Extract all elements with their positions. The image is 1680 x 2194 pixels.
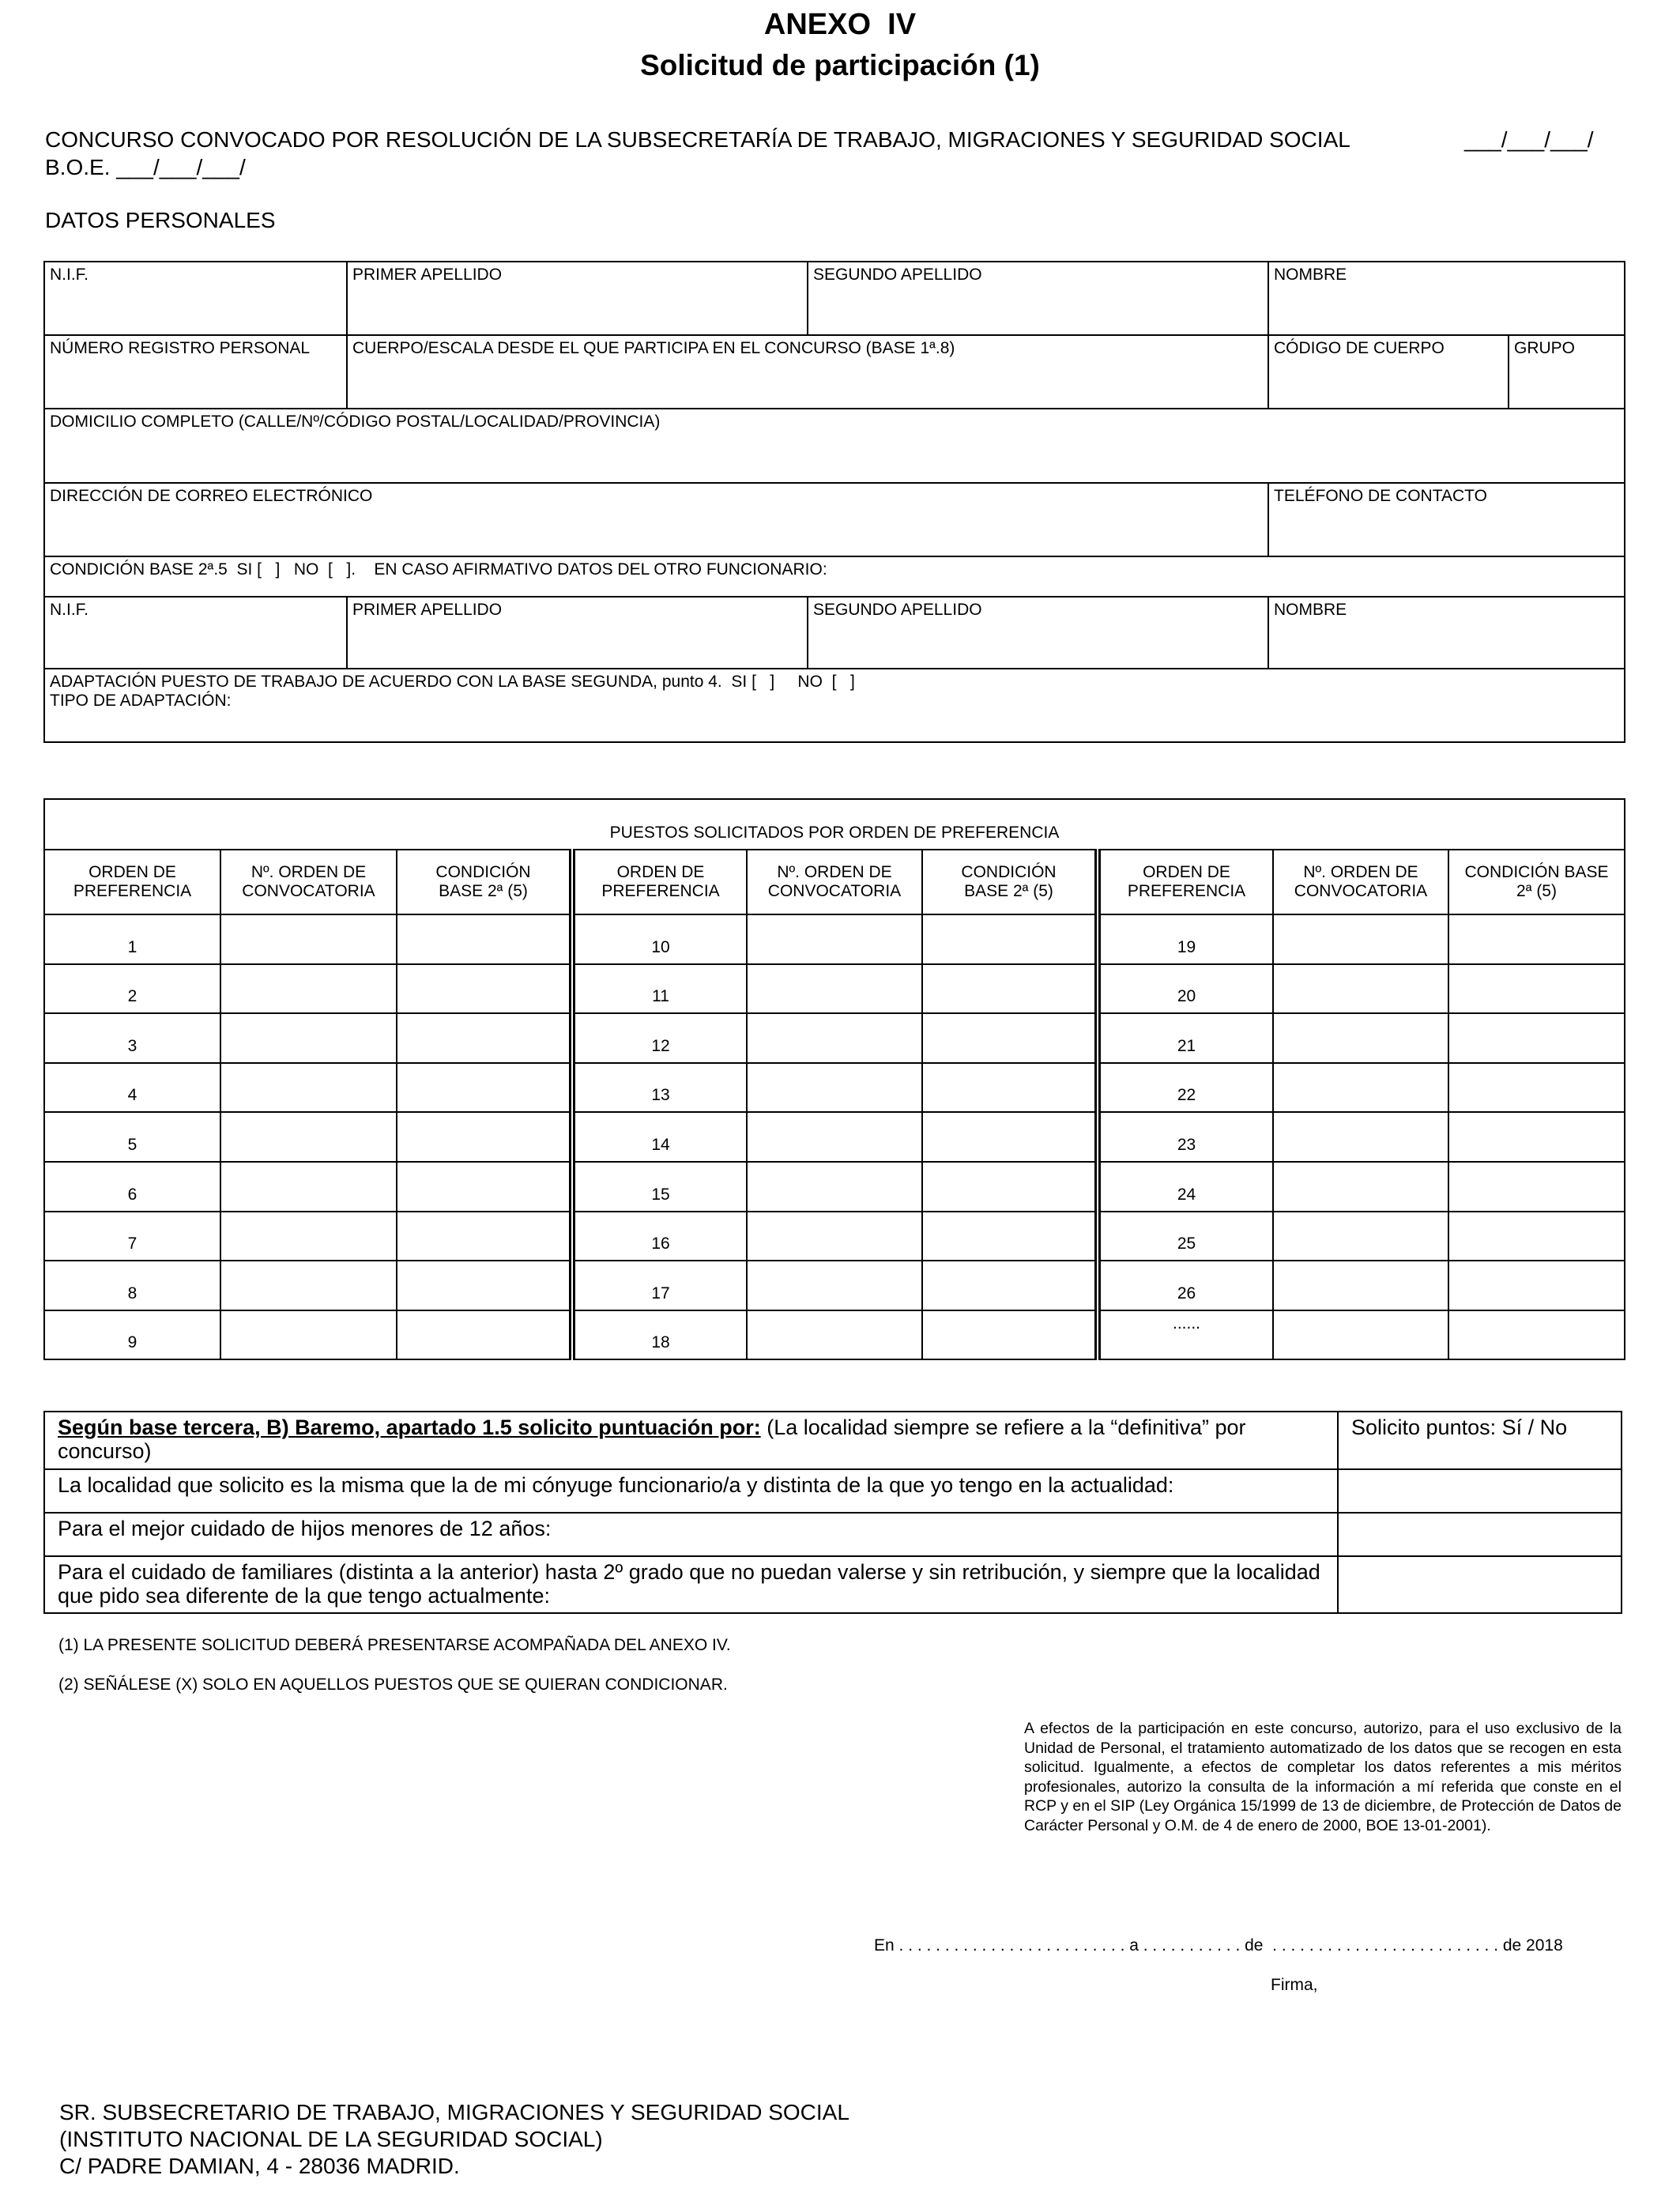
primer-apellido-label: PRIMER APELLIDO — [352, 266, 503, 284]
puestos-title: PUESTOS SOLICITADOS POR ORDEN DE PREFERENCIA — [44, 799, 1625, 850]
orden-convocatoria-input[interactable] — [747, 1063, 922, 1113]
correo-field[interactable] — [44, 483, 1268, 556]
primer-apellido-otro-field[interactable] — [347, 597, 808, 669]
orden-convocatoria-input[interactable] — [747, 1013, 922, 1063]
condicion-base-input[interactable] — [397, 914, 572, 964]
condicion-base-input[interactable] — [397, 1063, 572, 1113]
nombre-label: NOMBRE — [1274, 266, 1347, 284]
segundo-apellido-otro-field[interactable] — [808, 597, 1268, 669]
orden-convocatoria-header: Nº. ORDEN DE CONVOCATORIA — [747, 850, 922, 914]
orden-convocatoria-input[interactable] — [220, 1162, 397, 1212]
puestos-row — [44, 1112, 1625, 1162]
orden-preferencia-cell: 14 — [572, 1112, 747, 1162]
baremo-table — [43, 1411, 1622, 1614]
condicion-base-input[interactable] — [1448, 1112, 1625, 1162]
baremo-hijos-label: Para el mejor cuidado de hijos menores de 12 años: — [44, 1513, 1338, 1556]
orden-preferencia-cell: 8 — [44, 1261, 220, 1310]
orden-preferencia-cell: 13 — [572, 1063, 747, 1113]
condicion-base-input[interactable] — [1448, 914, 1625, 964]
segundo-apellido-field[interactable] — [808, 262, 1268, 335]
grupo-field[interactable] — [1509, 335, 1625, 409]
note-2: (2) SEÑÁLESE (X) SOLO EN AQUELLOS PUESTOS QUE SE QUIERAN CONDICIONAR. — [58, 1676, 728, 1694]
orden-preferencia-cell: 19 — [1098, 914, 1273, 964]
addressee-line-1: SR. SUBSECRETARIO DE TRABAJO, MIGRACIONES Y SEGURIDAD SOCIAL — [59, 2100, 849, 2124]
baremo-conyuge-label: La localidad que solicito es la misma que la de mi cónyuge funcionario/a y distinta de la que yo tengo en la actualidad: — [44, 1469, 1338, 1513]
baremo-familiares-input[interactable] — [1338, 1556, 1622, 1613]
orden-convocatoria-input[interactable] — [220, 1212, 397, 1261]
orden-convocatoria-input[interactable] — [220, 1261, 397, 1310]
condicion-base-input[interactable] — [397, 1212, 572, 1261]
domicilio-label: DOMICILIO COMPLETO (CALLE/Nº/CÓDIGO POSTAL/LOCALIDAD/PROVINCIA) — [50, 413, 661, 431]
orden-preferencia-cell: 21 — [1098, 1013, 1273, 1063]
condicion-base-input[interactable] — [1448, 1013, 1625, 1063]
codigo-cuerpo-label: CÓDIGO DE CUERPO — [1274, 339, 1445, 357]
condicion-base-input[interactable] — [922, 1063, 1098, 1113]
orden-preferencia-header: ORDEN DE PREFERENCIA — [44, 850, 220, 914]
orden-preferencia-cell: 18 — [572, 1310, 747, 1360]
condicion-base-input[interactable] — [922, 1261, 1098, 1310]
page-subtitle: Solicitud de participación (1) — [640, 49, 1040, 81]
condicion-base-input[interactable] — [1448, 1162, 1625, 1212]
orden-preferencia-cell: 7 — [44, 1212, 220, 1261]
orden-preferencia-cell: 1 — [44, 914, 220, 964]
puestos-row — [44, 1310, 1625, 1360]
orden-convocatoria-input[interactable] — [220, 1063, 397, 1113]
baremo-header-rest: (La localidad siempre se refiere a la “definitiva” por concurso) — [58, 1416, 1246, 1463]
codigo-cuerpo-field[interactable] — [1268, 335, 1509, 409]
orden-convocatoria-input[interactable] — [747, 1261, 922, 1310]
nif-otro-label: N.I.F. — [50, 601, 89, 619]
condicion-base-input[interactable] — [397, 1013, 572, 1063]
orden-convocatoria-input[interactable] — [747, 1310, 922, 1360]
orden-convocatoria-input[interactable] — [1273, 914, 1448, 964]
nif-label: N.I.F. — [50, 266, 89, 284]
puestos-table — [43, 798, 1625, 1360]
numero-registro-field[interactable] — [44, 335, 347, 409]
orden-preferencia-cell: 12 — [572, 1013, 747, 1063]
orden-preferencia-cell: 3 — [44, 1013, 220, 1063]
firma-label: Firma, — [1271, 1976, 1318, 1994]
condicion-base-input[interactable] — [397, 1162, 572, 1212]
condicion-base-input[interactable] — [397, 1310, 572, 1360]
orden-convocatoria-input[interactable] — [1273, 1310, 1448, 1360]
tipo-adaptacion-label: TIPO DE ADAPTACIÓN: — [50, 692, 232, 710]
condicion-base-input[interactable] — [922, 1013, 1098, 1063]
condicion-base-input[interactable] — [922, 1112, 1098, 1162]
nif-field[interactable] — [44, 262, 347, 335]
cuerpo-escala-label: CUERPO/ESCALA DESDE EL QUE PARTICIPA EN EL CONCURSO (BASE 1ª.8) — [352, 339, 955, 357]
orden-preferencia-cell: 20 — [1098, 964, 1273, 1014]
condicion-base-header: CONDICIÓN BASE 2ª (5) — [397, 850, 572, 914]
baremo-conyuge-input[interactable] — [1338, 1469, 1622, 1513]
condicion-base-input[interactable] — [397, 1261, 572, 1310]
numero-registro-label: NÚMERO REGISTRO PERSONAL — [50, 339, 311, 357]
primer-apellido-otro-label: PRIMER APELLIDO — [352, 601, 503, 619]
grupo-label: GRUPO — [1514, 339, 1576, 357]
condicion-base-input[interactable] — [922, 914, 1098, 964]
orden-convocatoria-input[interactable] — [1273, 1013, 1448, 1063]
addressee-line-3: C/ PADRE DAMIAN, 4 - 28036 MADRID. — [59, 2154, 460, 2178]
orden-preferencia-cell: 16 — [572, 1212, 747, 1261]
primer-apellido-field[interactable] — [347, 262, 808, 335]
section-title-datos-personales: DATOS PERSONALES — [45, 208, 276, 232]
solicito-puntos-header: Solicito puntos: Sí / No — [1338, 1412, 1622, 1469]
baremo-header-bold: Según base tercera, B) Baremo, apartado 1.5 solicito puntuación por: — [58, 1416, 761, 1439]
telefono-field[interactable] — [1268, 483, 1625, 556]
condicion-base-input[interactable] — [922, 1212, 1098, 1261]
nombre-otro-field[interactable] — [1268, 597, 1625, 669]
puestos-row — [44, 1162, 1625, 1212]
orden-convocatoria-input[interactable] — [220, 964, 397, 1014]
condicion-base-input[interactable] — [397, 1112, 572, 1162]
orden-preferencia-cell: 17 — [572, 1261, 747, 1310]
orden-convocatoria-input[interactable] — [747, 1112, 922, 1162]
orden-preferencia-cell: 24 — [1098, 1162, 1273, 1212]
boe-date-field[interactable]: B.O.E. ___/___/___/ — [45, 155, 246, 179]
addressee-line-2: (INSTITUTO NACIONAL DE LA SEGURIDAD SOCIAL) — [59, 2127, 603, 2151]
puestos-row — [44, 1261, 1625, 1310]
nif-otro-field[interactable] — [44, 597, 347, 669]
orden-convocatoria-input[interactable] — [747, 914, 922, 964]
baremo-familiares-label: Para el cuidado de familiares (distinta a la anterior) hasta 2º grado que no puedan valerse y sin retribución, y siempre que la localidad que pido sea diferente de la que tengo actualmente: — [44, 1556, 1338, 1613]
orden-preferencia-cell: 22 — [1098, 1063, 1273, 1113]
orden-preferencia-cell: 26 — [1098, 1261, 1273, 1310]
condicion-base-label: CONDICIÓN BASE 2ª.5 SI [ ] NO [ ]. EN CASO AFIRMATIVO DATOS DEL OTRO FUNCIONARIO: — [50, 560, 827, 579]
orden-preferencia-cell: 10 — [572, 914, 747, 964]
baremo-hijos-input[interactable] — [1338, 1513, 1622, 1556]
orden-preferencia-cell: 4 — [44, 1063, 220, 1113]
orden-convocatoria-input[interactable] — [220, 1310, 397, 1360]
addressee-block — [59, 2099, 849, 2180]
nombre-otro-label: NOMBRE — [1274, 601, 1347, 619]
condicion-base-input[interactable] — [922, 1162, 1098, 1212]
orden-preferencia-header: ORDEN DE PREFERENCIA — [1098, 850, 1273, 914]
place-date-field[interactable]: En . . . . . . . . . . . . . . . . . . . . . . . . . a . . . . . . . . . . . de . . . . . . . . . . . . . . . . . . . . . . . . . de 2018 — [874, 1936, 1563, 1955]
puestos-row — [44, 1212, 1625, 1261]
condicion-base-input[interactable] — [922, 964, 1098, 1014]
adaptacion-label: ADAPTACIÓN PUESTO DE TRABAJO DE ACUERDO CON LA BASE SEGUNDA, punto 4. SI [ ] NO [ ] — [50, 673, 855, 691]
telefono-label: TELÉFONO DE CONTACTO — [1274, 487, 1487, 505]
orden-convocatoria-input[interactable] — [220, 1013, 397, 1063]
condicion-base-input[interactable] — [1448, 1212, 1625, 1261]
condicion-base-input[interactable] — [922, 1310, 1098, 1360]
condicion-base-field[interactable] — [44, 556, 1625, 597]
condicion-base-input[interactable] — [397, 964, 572, 1014]
orden-preferencia-header: ORDEN DE PREFERENCIA — [572, 850, 747, 914]
orden-convocatoria-input[interactable] — [1273, 1212, 1448, 1261]
nombre-field[interactable] — [1268, 262, 1625, 335]
orden-preferencia-cell: 25 — [1098, 1212, 1273, 1261]
orden-convocatoria-input[interactable] — [1273, 1112, 1448, 1162]
orden-convocatoria-header: Nº. ORDEN DE CONVOCATORIA — [220, 850, 397, 914]
puestos-row — [44, 964, 1625, 1014]
orden-convocatoria-header: Nº. ORDEN DE CONVOCATORIA — [1273, 850, 1448, 914]
segundo-apellido-otro-label: SEGUNDO APELLIDO — [813, 601, 982, 619]
orden-convocatoria-input[interactable] — [1273, 1063, 1448, 1113]
orden-convocatoria-input[interactable] — [747, 1162, 922, 1212]
adaptacion-field[interactable] — [44, 669, 1625, 742]
orden-convocatoria-input[interactable] — [747, 964, 922, 1014]
orden-convocatoria-input[interactable] — [1273, 1261, 1448, 1310]
convocatoria-line: CONCURSO CONVOCADO POR RESOLUCIÓN DE LA SUBSECRETARÍA DE TRABAJO, MIGRACIONES Y SEGURIDAD SOCIAL — [45, 127, 1350, 152]
orden-convocatoria-input[interactable] — [220, 1112, 397, 1162]
condicion-base-input[interactable] — [1448, 1310, 1625, 1360]
domicilio-field[interactable] — [44, 409, 1625, 483]
orden-preferencia-cell: 6 — [44, 1162, 220, 1212]
correo-label: DIRECCIÓN DE CORREO ELECTRÓNICO — [50, 487, 373, 505]
condicion-base-input[interactable] — [1448, 964, 1625, 1014]
puestos-row — [44, 1063, 1625, 1113]
condicion-base-header: CONDICIÓN BASE 2ª (5) — [1448, 850, 1625, 914]
note-1: (1) LA PRESENTE SOLICITUD DEBERÁ PRESENTARSE ACOMPAÑADA DEL ANEXO IV. — [58, 1636, 731, 1654]
privacy-notice: A efectos de la participación en este concurso, autorizo, para el uso exclusivo de la Unidad de Personal, el tratamiento automatizado de los datos que se recogen en esta solicitud. Igualmente, a efectos de completar los datos referentes a mis méritos profesionales, autorizo la consulta de la información a mí referida que conste en el RCP y en el SIP (Ley Orgánica 15/1999 de 13 de diciembre, de Protección de Datos de Carácter Personal y O.M. de 4 de enero de 2000, BOE 13-01-2001). — [1024, 1720, 1622, 1834]
baremo-header — [44, 1412, 1338, 1469]
orden-preferencia-cell: 23 — [1098, 1112, 1273, 1162]
puestos-row — [44, 1013, 1625, 1063]
orden-preferencia-cell: 2 — [44, 964, 220, 1014]
orden-preferencia-cell: 11 — [572, 964, 747, 1014]
orden-convocatoria-input[interactable] — [1273, 1162, 1448, 1212]
orden-preferencia-cell: 5 — [44, 1112, 220, 1162]
orden-convocatoria-input[interactable] — [1273, 964, 1448, 1014]
cuerpo-escala-field[interactable] — [347, 335, 1268, 409]
page-title: ANEXO IV — [763, 8, 917, 41]
orden-preferencia-cell: ...... — [1098, 1310, 1273, 1360]
orden-preferencia-cell: 9 — [44, 1310, 220, 1360]
condicion-base-input[interactable] — [1448, 1063, 1625, 1113]
condicion-base-input[interactable] — [1448, 1261, 1625, 1310]
condicion-base-header: CONDICIÓN BASE 2ª (5) — [922, 850, 1098, 914]
segundo-apellido-label: SEGUNDO APELLIDO — [813, 266, 982, 284]
orden-convocatoria-input[interactable] — [747, 1212, 922, 1261]
orden-preferencia-cell: 15 — [572, 1162, 747, 1212]
orden-convocatoria-input[interactable] — [220, 914, 397, 964]
puestos-row — [44, 914, 1625, 964]
convocatoria-date-field[interactable]: ___/___/___/ — [1464, 127, 1594, 152]
personal-data-table — [43, 261, 1625, 743]
